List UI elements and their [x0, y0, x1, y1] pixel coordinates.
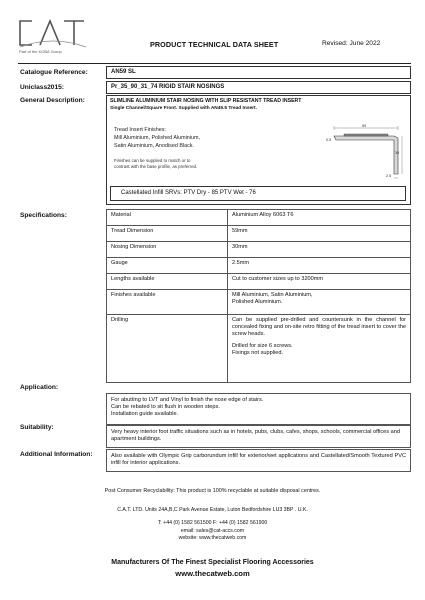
contact-block [0, 520, 425, 543]
cat-logo [18, 17, 88, 49]
web-address: www.thecatweb.com [175, 569, 250, 578]
specifications-table [106, 209, 411, 383]
spec-value-line: Mill Aluminium, Satin Aluminium, [232, 292, 313, 298]
spec-key: Tread Dimension [107, 226, 228, 242]
uniclass-label: Uniclass2015: [20, 84, 64, 91]
table-row [107, 258, 411, 274]
spec-key: Lengths available [107, 274, 228, 290]
tagline: Manufacturers Of The Finest Specialist Flooring Accessories [111, 559, 314, 566]
specifications-label: Specifications: [20, 212, 67, 219]
finishes-note-1: Finishes can be supplied to match or to [114, 158, 191, 163]
application-label: Application: [20, 384, 59, 391]
application-line: Can be rebated to sit flush in wooden steps. [111, 404, 220, 410]
spec-value: 30mm [228, 242, 411, 258]
additional-text: Also available with Olympic Grip carborundum infill for exterior/wet applications and Castellated/Smooth Textured PVC infill for interior applications. [106, 449, 411, 472]
table-row [107, 242, 411, 258]
additional-label: Additional Information: [20, 451, 93, 458]
general-subtitle: Single Channel/Square Front. Supplied with AN49.5 Tread Insert. [110, 106, 257, 111]
table-row [107, 315, 411, 383]
spec-key: Gauge [107, 258, 228, 274]
document-title: PRODUCT TECHNICAL DATA SHEET [150, 40, 279, 49]
general-label: General Description: [20, 97, 85, 104]
diagram-label-side: 30 [395, 151, 400, 155]
header-divider [18, 63, 411, 64]
table-row [107, 210, 411, 226]
uniclass-value: Pr_35_90_31_74 RIGID STAIR NOSINGS [111, 84, 225, 90]
company-address: C.A.T. LTD. Units 24A,B,C Park Avenue Estate, Luton Bedfordshire LU3 3BP . U.K. [117, 507, 308, 513]
srv-box: Castellated Infill SRVs: PTV Dry - 85 PTV Wet - 76 [110, 186, 406, 201]
application-box [106, 393, 411, 425]
spec-value: 2.5mm [228, 258, 411, 274]
general-title: SLIMLINE ALUMINIUM STAIR NOSING WITH SLIP RESISTANT TREAD INSERT [110, 98, 302, 104]
spec-value: Aluminium Alloy 6063 T6 [228, 210, 411, 226]
application-line: Installation guide available. [111, 411, 179, 417]
spec-value-line: Fixings not supplied. [232, 350, 283, 356]
suitability-label: Suitability: [20, 424, 54, 431]
email: email: sales@cat-accs.com [180, 527, 245, 534]
finishes-note-2: contrast with the base profile, as preferred. [114, 164, 198, 169]
spec-value [228, 315, 411, 383]
finishes-line-1: Mill Aluminium, Polished Aluminium, [114, 135, 200, 141]
catalogue-label: Catalogue Reference: [20, 69, 88, 76]
spec-value: 59mm [228, 226, 411, 242]
spec-value-line: Can be supplied pre-drilled and countersunk in the channel for concealed fixing and on-site retro fitting of the tread insert to cover the screw heads. [232, 317, 406, 337]
revised-date: Revised: June 2022 [322, 40, 381, 47]
logo-subtext: Part of the KOBA Group [19, 49, 62, 54]
spec-key: Nosing Dimension [107, 242, 228, 258]
website: website: www.thecatweb.com [178, 535, 247, 542]
table-row [107, 290, 411, 315]
table-row [107, 274, 411, 290]
table-row [107, 226, 411, 242]
spec-value: Cut to customer sizes up to 3200mm [228, 274, 411, 290]
diagram-label-bottom: 2.5 [386, 174, 392, 178]
spec-value-line: Polished Aluminium. [232, 299, 283, 305]
spec-value [228, 290, 411, 315]
suitability-text: Very heavy interior foot traffic situations such as in hotels, pubs, clubs, cafes, shops, schools, commercial offices and apartment buildings. [106, 425, 411, 448]
finishes-line-2: Satin Aluminium, Anodised Black. [114, 143, 195, 149]
phone-fax: T: +44 (0) 1582 561500 F: +44 (0) 1582 561900 [157, 520, 268, 526]
spec-value-line: Drilled for size 6 screws. [232, 343, 293, 349]
diagram-label-left: 0.5 [326, 138, 332, 142]
catalogue-box [106, 66, 411, 79]
application-line: For abutting to LVT and Vinyl to finish the nose edge of stairs. [111, 397, 264, 403]
spec-key: Material [107, 210, 228, 226]
finishes-heading: Tread Insert Finishes: [114, 127, 166, 133]
spec-key: Finishes available [107, 290, 228, 315]
diagram-label-top: 59 [362, 124, 367, 128]
spec-key: Drilling [107, 315, 228, 383]
catalogue-value: AN59 SL [111, 69, 136, 75]
recyclability-note: Post Consumer Recyclability: This product is 100% recyclable at suitable disposal centres. [104, 488, 321, 494]
